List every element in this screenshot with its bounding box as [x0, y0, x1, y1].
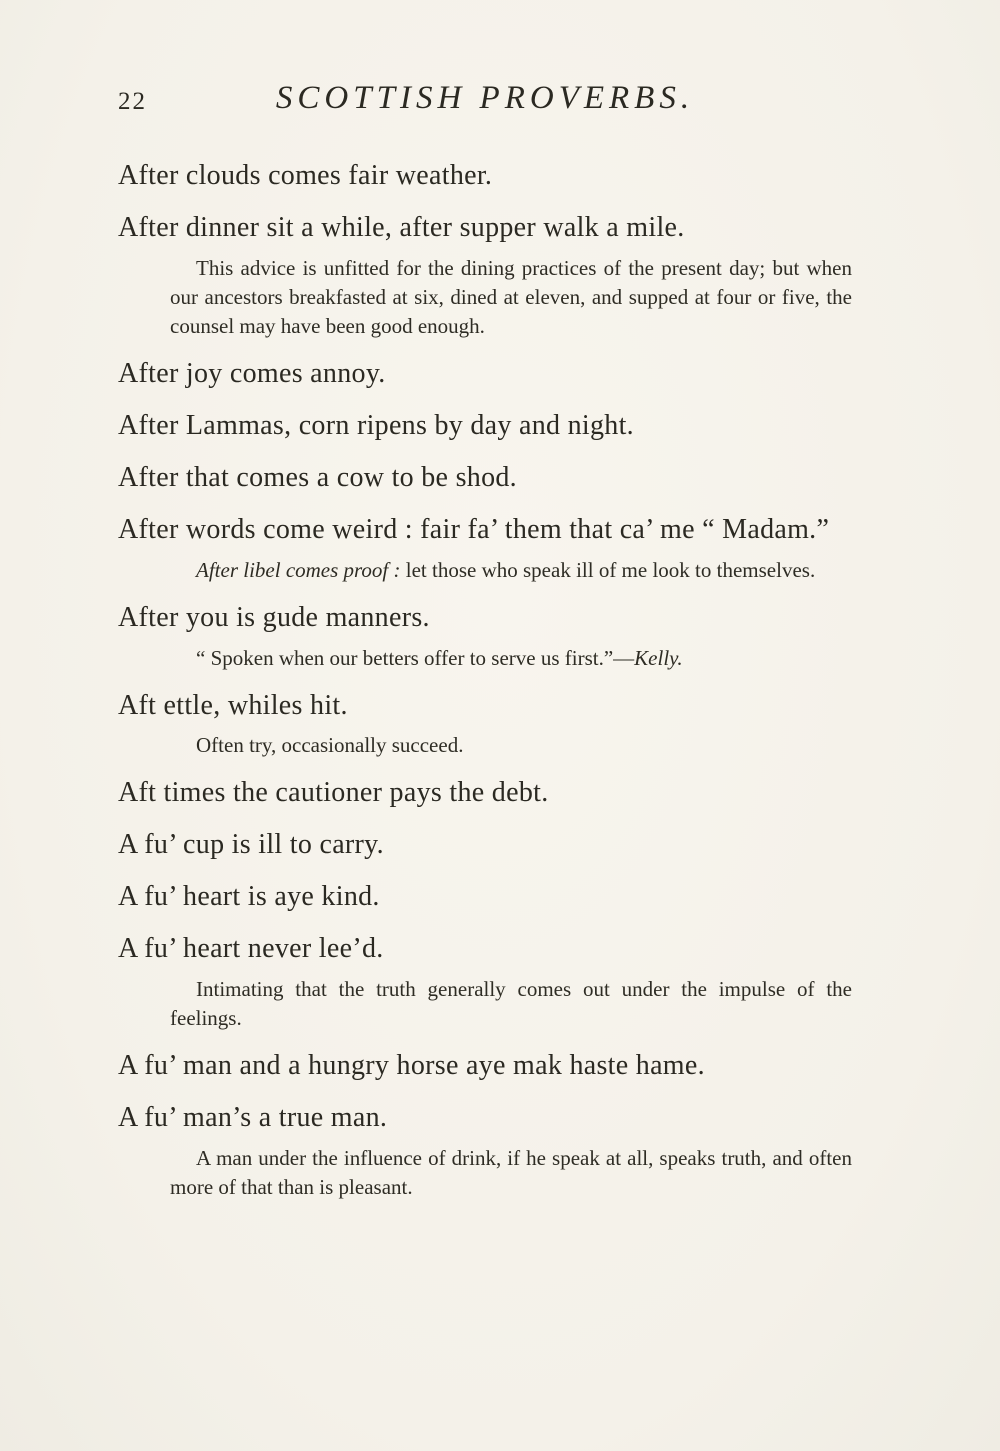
text-segment: A fu’ heart never lee’d. — [118, 933, 384, 965]
text-segment: After Lammas, corn ripens by day and night. — [118, 409, 634, 441]
proverb-text — [118, 600, 852, 637]
text-segment: After words come weird : fair fa’ them that ca’ me “ Madam.” — [118, 513, 830, 545]
text-segment: A man under the influence of drink, if he speak at all, speaks truth, and often more of that than is pleasant. — [170, 1146, 852, 1200]
text-segment: Often try, occasionally succeed. — [196, 733, 464, 758]
proverb-text — [118, 460, 852, 497]
note-text — [170, 975, 852, 1033]
text-segment: let those who speak ill of me look to themselves. — [405, 557, 816, 582]
note-text — [170, 254, 852, 341]
proverb-text — [118, 1100, 852, 1137]
note-text — [170, 556, 852, 585]
text-segment: Intimating that the truth generally comes out under the impulse of the feelings. — [170, 977, 852, 1031]
page-number: 22 — [118, 88, 147, 115]
note-text — [170, 644, 852, 673]
text-segment: After you is gude manners. — [118, 601, 430, 633]
text-segment: After that comes a cow to be shod. — [118, 461, 517, 493]
note-text — [170, 731, 852, 760]
text-segment: A fu’ man and a hungry horse aye mak haste hame. — [118, 1050, 705, 1082]
text-segment: After clouds comes fair weather. — [118, 160, 493, 191]
proverb-text — [118, 210, 852, 247]
note-text — [170, 1144, 852, 1202]
text-segment: After dinner sit a while, after supper walk a mile. — [118, 211, 685, 243]
page-title: SCOTTISH PROVERBS. — [275, 80, 695, 116]
text-segment: A fu’ cup is ill to carry. — [118, 829, 384, 861]
proverb-text — [118, 775, 852, 812]
text-segment: A fu’ man’s a true man. — [118, 1102, 388, 1134]
proverb-text — [118, 827, 852, 864]
proverb-text — [118, 688, 852, 725]
text-segment: This advice is unfitted for the dining practices of the present day; but when our ancestors breakfasted at six, dined at eleven, and supped at four or five, the counsel may have been good enough. — [170, 255, 852, 338]
page-header — [118, 80, 852, 128]
text-segment: “ Spoken when our betters offer to serve us first.”— — [196, 645, 635, 670]
proverb-text — [118, 879, 852, 916]
proverb-text — [118, 356, 852, 393]
text-segment: A fu’ heart is aye kind. — [118, 881, 380, 913]
note-italic-segment: Kelly. — [634, 645, 683, 670]
proverb-text — [118, 408, 852, 445]
proverbs-list — [118, 158, 852, 1202]
proverb-text — [118, 512, 852, 549]
proverb-text — [118, 1048, 852, 1085]
text-segment: Aft times the cautioner pays the debt. — [118, 777, 549, 809]
text-segment: Aft ettle, whiles hit. — [118, 689, 348, 721]
proverb-text — [118, 158, 852, 195]
note-italic-segment: After libel comes proof : — [196, 557, 406, 582]
proverb-text — [118, 931, 852, 968]
text-segment: After joy comes annoy. — [118, 357, 386, 389]
